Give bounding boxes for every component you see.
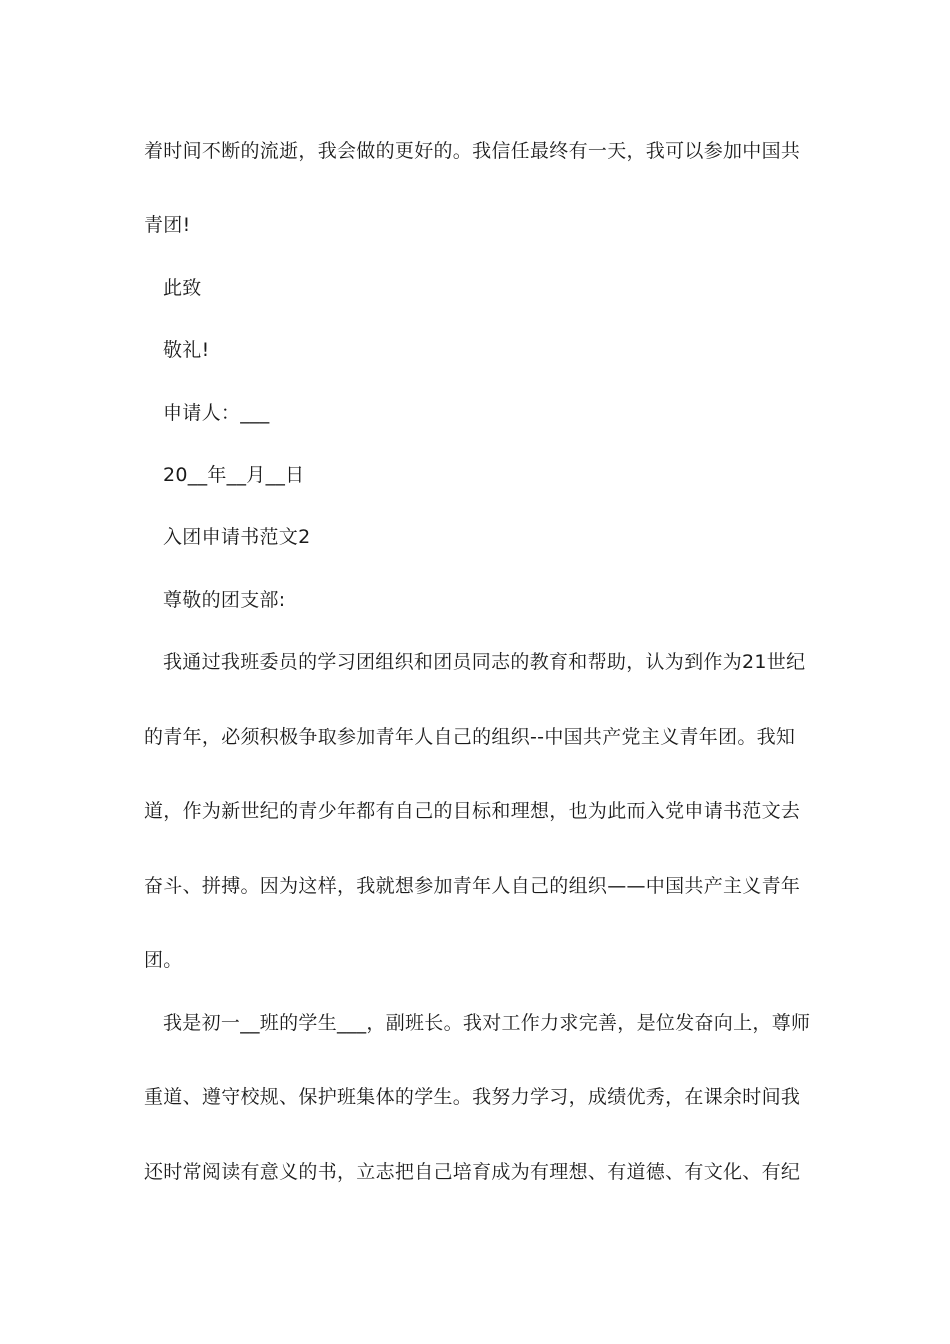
paragraph-line: 道，作为新世纪的青少年都有自己的目标和理想，也为此而入党申请书范文去 — [144, 800, 801, 822]
paragraph-line: 我通过我班委员的学习团组织和团员同志的教育和帮助，认为到作为21世纪 — [163, 651, 806, 673]
paragraph-line: 团。 — [144, 949, 183, 971]
paragraph-line: 着时间不断的流逝，我会做的更好的。我信任最终有一天，我可以参加中国共 — [144, 140, 801, 162]
applicant-line: 申请人：___ — [163, 402, 270, 424]
greeting-line: 尊敬的团支部: — [163, 589, 286, 611]
paragraph-line: 还时常阅读有意义的书，立志把自己培育成为有理想、有道德、有文化、有纪 — [144, 1161, 801, 1183]
paragraph-line: 青团! — [144, 214, 191, 236]
section-title: 入团申请书范文2 — [163, 526, 311, 548]
paragraph-line: 重道、遵守校规、保护班集体的学生。我努力学习，成绩优秀，在课余时间我 — [144, 1086, 801, 1108]
paragraph-line: 我是初一__班的学生___，副班长。我对工作力求完善，是位发奋向上，尊师 — [163, 1012, 811, 1034]
salutation-line: 此致 — [163, 277, 202, 299]
date-line: 20__年__月__日 — [163, 464, 305, 486]
salutation-line: 敬礼! — [163, 339, 210, 361]
paragraph-line: 奋斗、拼搏。因为这样，我就想参加青年人自己的组织——中国共产主义青年 — [144, 875, 801, 897]
paragraph-line: 的青年，必须积极争取参加青年人自己的组织--中国共产党主义青年团。我知 — [144, 726, 796, 748]
